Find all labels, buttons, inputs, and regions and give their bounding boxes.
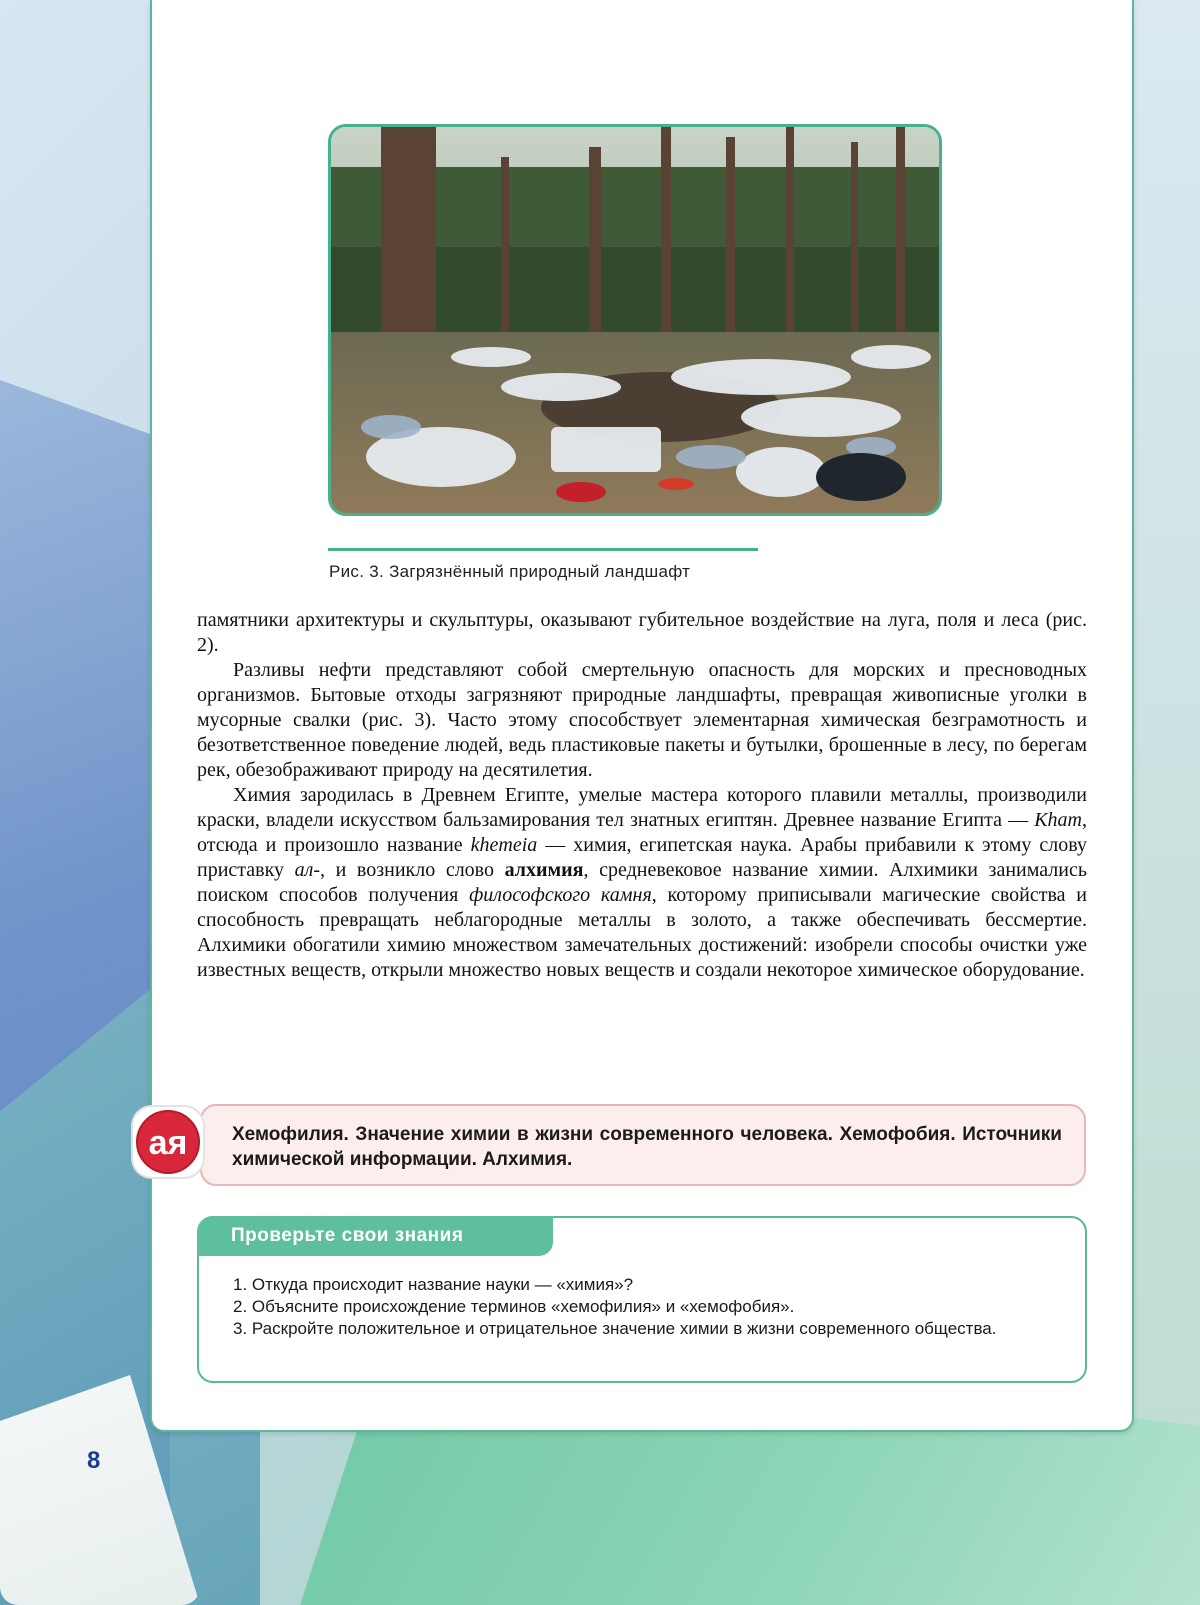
figure-caption: Рис. 3. Загрязнённый природный ландшафт [329,562,690,582]
p3-text: — химия, египетская наука. Арабы прибавили к этому слову приставку [197,834,1087,881]
keywords-text: Хемофилия. Значение химии в жизни современного человека. Хемофобия. Источники химической информации. Алхимия. [232,1122,1062,1172]
check-knowledge-box [197,1216,1087,1383]
p3-text: , которому приписывали магические свойства и способность превращать неблагородные металлы в золото, а также обеспечивать бессмертие. Алхимики обогатили химию множеством замечательных достижений: изобрели способы очистки уже известных веществ, открыли множество новых веществ и создали некоторое химическое оборудование. [197,884,1087,981]
page-number: 8 [87,1447,100,1475]
textbook-page [150,0,1134,1432]
question-list [233,1274,1063,1340]
p3-text: Химия зародилась в Древнем Египте, умелые мастера которого плавили металлы, производили краски, владели искусством бальзамирования тел знатных египтян. Древнее название Египта — [197,784,1087,831]
body-text [197,608,1087,983]
question-item: 3. Раскройте положительное и отрицательное значение химии в жизни современного общества. [233,1318,1063,1340]
polluted-forest-illustration [331,127,939,513]
paragraph-1: памятники архитектуры и скульптуры, оказывают губительное воздействие на луга, поля и леса (рис. 2). [197,608,1087,658]
keywords-box [200,1104,1086,1186]
question-item: 2. Объясните происхождение терминов «хемофилия» и «хемофобия». [233,1296,1063,1318]
paragraph-2: Разливы нефти представляют собой смертельную опасность для морских и пресноводных организмов. Бытовые отходы загрязняют природные ландшафты, превращая живописные уголки в мусорные свалки (рис. 3). Часто этому способствует элементарная химическая безграмотность и безответственное поведение людей, ведь пластиковые пакеты и бутылки, брошенные в лесу, по берегам рек, обезображивают природу на десятилетия. [197,658,1087,783]
aya-icon-letters: ая [149,1124,188,1162]
p3-text: , отсюда и произошло название [197,809,1087,856]
p3-text: , средневековое название химии. Алхимики занимались поиском способов получения [197,859,1087,906]
figure-photo [328,124,942,516]
term-kham: Kham [1034,809,1082,831]
caption-rule [328,548,758,551]
term-alchemy: алхимия [505,859,584,881]
term-khemeia: khemeia [471,834,538,856]
p3-text: , и возникло слово [320,859,505,881]
check-knowledge-title: Проверьте свои знания [197,1216,553,1256]
keywords-aya-icon [130,1104,206,1180]
term-philosophers-stone: философского камня [469,884,652,906]
paragraph-3 [197,783,1087,983]
term-al: ал- [295,859,320,881]
question-item: 1. Откуда происходит название науки — «химия»? [233,1274,1063,1296]
